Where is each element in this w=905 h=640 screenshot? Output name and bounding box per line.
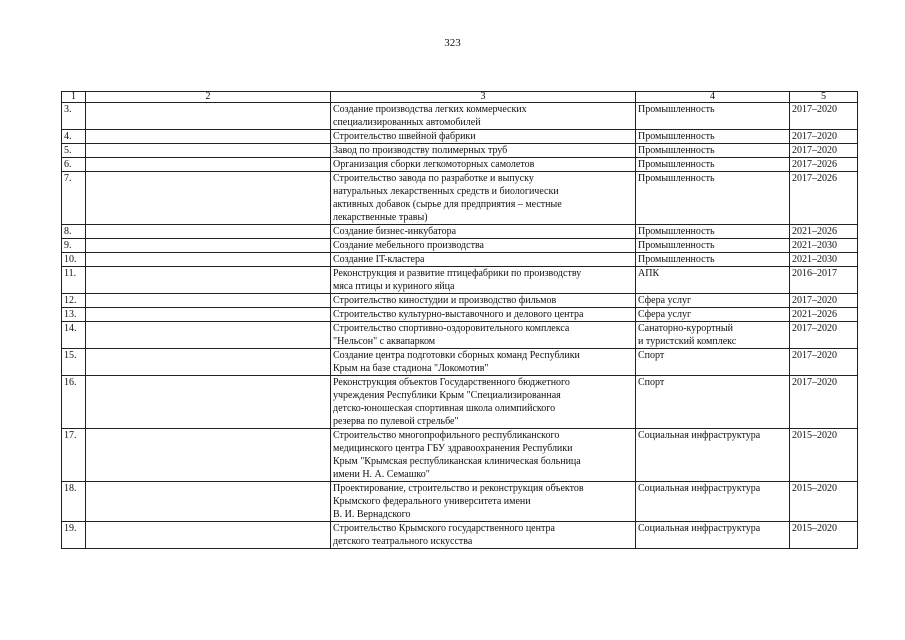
column-2-cell — [86, 322, 331, 349]
project-name-cell: Создание центра подготовки сборных команд Республики Крым на базе стадиона "Локомотив" — [331, 349, 636, 376]
row-number-cell: 13. — [62, 308, 86, 322]
period-cell: 2016–2017 — [790, 267, 858, 294]
column-2-cell — [86, 429, 331, 482]
projects-table — [61, 91, 858, 549]
sector-cell: Спорт — [636, 349, 790, 376]
sector-cell: Промышленность — [636, 253, 790, 267]
header-cell-3: 3 — [331, 92, 636, 103]
row-number-cell: 5. — [62, 144, 86, 158]
project-name-cell: Проектирование, строительство и реконструкция объектов Крымского федерального университета имени В. И. Вернадского — [331, 482, 636, 522]
column-2-cell — [86, 482, 331, 522]
column-2-cell — [86, 225, 331, 239]
sector-cell: Социальная инфраструктура — [636, 429, 790, 482]
row-number-cell: 16. — [62, 376, 86, 429]
table-row — [62, 158, 858, 172]
period-cell: 2017–2020 — [790, 103, 858, 130]
period-cell: 2017–2020 — [790, 376, 858, 429]
project-name-cell: Строительство Крымского государственного центра детского театрального искусства — [331, 522, 636, 549]
sector-cell: Промышленность — [636, 103, 790, 130]
table-row — [62, 376, 858, 429]
column-2-cell — [86, 158, 331, 172]
table-row — [62, 144, 858, 158]
table-row — [62, 225, 858, 239]
row-number-cell: 7. — [62, 172, 86, 225]
sector-cell: Промышленность — [636, 225, 790, 239]
sector-cell: Сфера услуг — [636, 308, 790, 322]
column-2-cell — [86, 239, 331, 253]
page-number: 323 — [444, 37, 461, 49]
table-row — [62, 172, 858, 225]
column-2-cell — [86, 103, 331, 130]
row-number-cell: 18. — [62, 482, 86, 522]
period-cell: 2015–2020 — [790, 522, 858, 549]
sector-cell: Промышленность — [636, 158, 790, 172]
table-row — [62, 130, 858, 144]
table-header-row — [62, 92, 858, 103]
period-cell: 2015–2020 — [790, 429, 858, 482]
row-number-cell: 14. — [62, 322, 86, 349]
column-2-cell — [86, 294, 331, 308]
period-cell: 2017–2020 — [790, 294, 858, 308]
period-cell: 2017–2020 — [790, 322, 858, 349]
row-number-cell: 17. — [62, 429, 86, 482]
column-2-cell — [86, 376, 331, 429]
row-number-cell: 3. — [62, 103, 86, 130]
row-number-cell: 6. — [62, 158, 86, 172]
sector-cell: Социальная инфраструктура — [636, 522, 790, 549]
period-cell: 2017–2026 — [790, 158, 858, 172]
table-row — [62, 308, 858, 322]
column-2-cell — [86, 267, 331, 294]
project-name-cell: Строительство спортивно-оздоровительного комплекса "Нельсон" с аквапарком — [331, 322, 636, 349]
period-cell: 2017–2026 — [790, 172, 858, 225]
project-name-cell: Реконструкция объектов Государственного бюджетного учреждения Республики Крым "Специализированная детско-юношеская спортивная школа олимпийского резерва по пулевой стрельбе" — [331, 376, 636, 429]
table-row — [62, 103, 858, 130]
row-number-cell: 15. — [62, 349, 86, 376]
sector-cell: Промышленность — [636, 239, 790, 253]
column-2-cell — [86, 130, 331, 144]
column-2-cell — [86, 522, 331, 549]
project-name-cell: Реконструкция и развитие птицефабрики по производству мяса птицы и куриного яйца — [331, 267, 636, 294]
period-cell: 2021–2030 — [790, 239, 858, 253]
row-number-cell: 10. — [62, 253, 86, 267]
sector-cell: Промышленность — [636, 172, 790, 225]
project-name-cell: Создание бизнес-инкубатора — [331, 225, 636, 239]
project-name-cell: Строительство завода по разработке и выпуску натуральных лекарственных средств и биологически активных добавок (сырье для предприятия – местные лекарственные травы) — [331, 172, 636, 225]
header-cell-5: 5 — [790, 92, 858, 103]
project-name-cell: Строительство киностудии и производство фильмов — [331, 294, 636, 308]
table-row — [62, 522, 858, 549]
row-number-cell: 8. — [62, 225, 86, 239]
table-row — [62, 239, 858, 253]
column-2-cell — [86, 308, 331, 322]
period-cell: 2021–2026 — [790, 308, 858, 322]
table-row — [62, 349, 858, 376]
project-name-cell: Строительство культурно-выставочного и делового центра — [331, 308, 636, 322]
project-name-cell: Строительство многопрофильного республиканского медицинского центра ГБУ здравоохранения Республики Крым "Крымская республиканская клиническая больница имени Н. А. Семашко" — [331, 429, 636, 482]
column-2-cell — [86, 172, 331, 225]
sector-cell: Промышленность — [636, 130, 790, 144]
project-name-cell: Завод по производству полимерных труб — [331, 144, 636, 158]
period-cell: 2017–2020 — [790, 130, 858, 144]
row-number-cell: 12. — [62, 294, 86, 308]
period-cell: 2015–2020 — [790, 482, 858, 522]
table-row — [62, 253, 858, 267]
row-number-cell: 4. — [62, 130, 86, 144]
project-name-cell: Строительство швейной фабрики — [331, 130, 636, 144]
header-cell-2: 2 — [86, 92, 331, 103]
table-row — [62, 429, 858, 482]
row-number-cell: 11. — [62, 267, 86, 294]
project-name-cell: Организация сборки легкомоторных самолетов — [331, 158, 636, 172]
table-row — [62, 267, 858, 294]
sector-cell: Сфера услуг — [636, 294, 790, 308]
sector-cell: Санаторно-курортный и туристский комплекс — [636, 322, 790, 349]
table-row — [62, 294, 858, 308]
project-name-cell: Создание мебельного производства — [331, 239, 636, 253]
table-row — [62, 322, 858, 349]
period-cell: 2017–2020 — [790, 144, 858, 158]
column-2-cell — [86, 349, 331, 376]
sector-cell: Спорт — [636, 376, 790, 429]
column-2-cell — [86, 253, 331, 267]
header-cell-4: 4 — [636, 92, 790, 103]
sector-cell: Социальная инфраструктура — [636, 482, 790, 522]
project-name-cell: Создание производства легких коммерческих специализированных автомобилей — [331, 103, 636, 130]
table-row — [62, 482, 858, 522]
period-cell: 2021–2026 — [790, 225, 858, 239]
sector-cell: АПК — [636, 267, 790, 294]
project-name-cell: Создание IT-кластера — [331, 253, 636, 267]
period-cell: 2017–2020 — [790, 349, 858, 376]
row-number-cell: 9. — [62, 239, 86, 253]
column-2-cell — [86, 144, 331, 158]
sector-cell: Промышленность — [636, 144, 790, 158]
period-cell: 2021–2030 — [790, 253, 858, 267]
row-number-cell: 19. — [62, 522, 86, 549]
header-cell-1: 1 — [62, 92, 86, 103]
